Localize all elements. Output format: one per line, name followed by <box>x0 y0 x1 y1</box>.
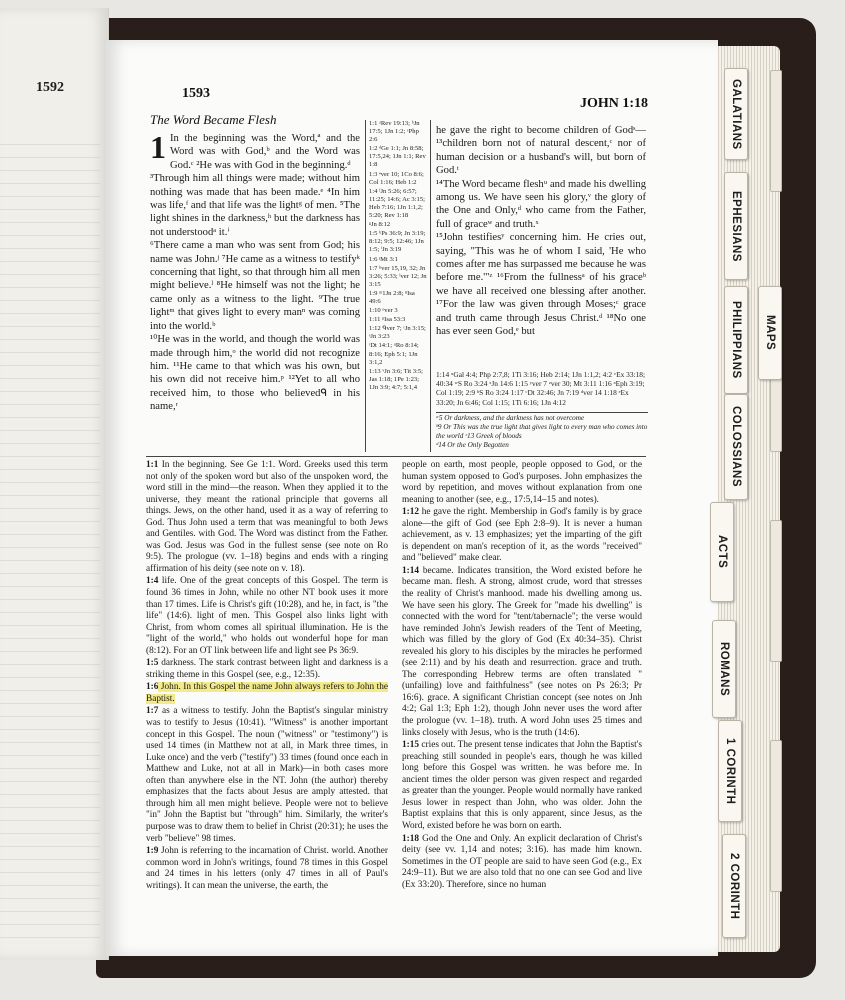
study-note <box>146 576 388 657</box>
note-text: John. In this Gospel the name John always refers to John the Baptist. <box>146 682 388 704</box>
scripture-paragraph: he gave the right to become children of Godˢ— ¹³children born not of natural descent,ᶜ nor of human decision or a husband's will, but born of God.ᵗ <box>436 125 646 177</box>
study-note <box>402 507 642 565</box>
note-reference: 1:12 <box>402 507 420 518</box>
tab-philippians[interactable] <box>724 286 748 394</box>
notes-divider <box>146 456 646 457</box>
cross-reference: 1:10 ᵒver 3 <box>369 307 398 315</box>
note-reference: 1:9 <box>146 846 159 857</box>
tab-edge <box>770 740 782 892</box>
note-text: God the One and Only. An explicit declaration of Christ's deity (see vv. 1,14 and notes; 3:16). has made him known. Sometimes in the OT people are said to have seen God (e.g., Ex 24:9–11). But we are also told that no one can see God and live (Ex 33:20). Therefore, since no human <box>402 833 642 890</box>
note-reference: 1:15 <box>402 740 420 751</box>
scripture-column-1 <box>150 132 360 452</box>
tab-colossians[interactable] <box>724 394 748 500</box>
column-rule <box>365 120 366 452</box>
cross-reference: ᵗDt 14:1; ᵘRo 8:14; 8:16; Eph 5:1; 1Jn 3:1,2 <box>369 342 419 366</box>
column-rule <box>430 120 431 452</box>
note-text: he gave the right. Membership in God's family is by grace alone—the gift of God (see Eph 2:8–9). It is never a human achievement, as v. 13 emphasizes; yet the imparting of the gift is dependent on man's reception of it, as the words "received" and "believed" make clear. <box>402 507 642 564</box>
tab-maps[interactable] <box>758 286 782 380</box>
chapter-number: 1 <box>150 132 166 165</box>
tab-edge <box>770 520 782 662</box>
note-text: cries out. The present tense indicates that John the Baptist's preaching still sounded in people's ears, though he was killed long before this Gospel was written. he was before me. In ancient times the older person was given respect and regarded as greater than the younger. People would normally have ranked Jesus lower in respect than John, who was older. John the Baptist explains that this is only apparent, since Jesus, as the Word, existed before he was born on earth. <box>402 740 642 831</box>
cross-reference: 1:6 ʲMt 3:1 <box>369 255 398 263</box>
tab-galatians[interactable] <box>724 68 748 160</box>
cross-reference: 1:13 ᵛJn 3:6; Tit 3:5; Jas 1:18; 1Pe 1:23; 1Jn 3:9; 4:7; 5:1,4 <box>369 367 423 391</box>
study-notes-column-2 <box>402 460 642 940</box>
tab-acts[interactable] <box>710 502 734 602</box>
tab-label: GALATIANS <box>730 78 742 150</box>
note-text: as a witness to testify. John the Baptist's singular ministry was to testify to Jesus (10:41). "Witness" is another important concept in this Gospel. The noun ("witness" or "testimony") is used 14 times (in Matthew not at all, in Mark three times, in Luke once) and the verb ("testify") 33 times (found once each in Matthew and Luke, not at all in Mark)—in both cases more often than anywhere else in the NT. John (the author) thereby emphasizes that the facts about Jesus are amply attested. that through him all men might believe. People were not to believe "in" John the Baptist but "through" him. Similarly, the writer's purpose was to draw them to belief in Christ (20:31); he uses the verb "believe" 98 times. <box>146 706 388 844</box>
section-title: The Word Became Flesh <box>150 112 277 127</box>
study-note <box>402 834 642 892</box>
left-page <box>0 8 109 960</box>
footnote: ᵃ5 Or darkness, and the darkness has not overcome <box>436 414 585 422</box>
cross-references-lower: 1:14 ᵘGal 4:4; Php 2:7,8; 1Ti 3:16; Heb 2:14; 1Jn 1:1,2; 4:2 ᵛEx 33:18; 40:34 ʷS Ro 3:24 ˣJn 14:6 1:15 ʸver 7 ᶻver 30; Mt 3:11 1:16 ᵃEph 3:19; Col 1:19; 2:9 ᵇS Ro 3:24 1:17 ᶜDt 32:46; Jn 7:19 ᵈver 14 1:18 ᵉEx 33:20; Jn 6:46; Col 1:15; 1Ti 6:16; 1Jn 4:12 <box>436 370 646 407</box>
tab-romans[interactable] <box>712 620 736 718</box>
cross-reference: 1:1 ᵃRev 19:13; ᵇJn 17:5; 1Jn 1:2; ᶜPhp 2:6 <box>369 120 420 144</box>
note-reference: 1:6 <box>146 682 159 693</box>
tab-label: PHILIPPIANS <box>730 301 742 379</box>
cross-reference: 1:2 ᵈGe 1:1; Jn 8:58; 17:5,24; 1Jn 1:1; Rev 1:8 <box>369 145 426 169</box>
scripture-paragraph: ¹⁵John testifiesʸ concerning him. He cries out, saying, "This was he of whom I said, 'He who comes after me has surpassed me because he was before me.'"ᶻ ¹⁶From the fullnessᵃ of his graceᵇ we have all received one blessing after another. ¹⁷For the law was given through Moses;ᶜ grace and truth came through Jesus Christ.ᵈ ¹⁸No one has ever seen God,ᵉ but <box>436 232 646 338</box>
study-note <box>146 658 388 681</box>
note-text: In the beginning. See Ge 1:1. Word. Greeks used this term not only of the spoken word but also of the unspoken word, the word still in the mind—the reason. When they applied it to the universe, they meant the rational principle that governs all things. Jews, on the other hand, used it as a way of referring to God. Thus John used a term that was meaningful to both Jews and Gentiles. with God. The Word was distinct from the Father. was God. Jesus was God in the fullest sense (see note on Ro 9:5). The prologue (vv. 1–18) begins and ends with a ringing affirmation of his deity (see note on v. 18). <box>146 460 388 574</box>
note-text: became. Indicates transition, the Word existed before he became man. flesh. A strong, almost crude, word that stresses the reality of Christ's manhood. made his dwelling among us. We have seen his glory. The Greek for "made his dwelling" is connected with the word for "tent/tabernacle"; the verse would have reminded John's Jewish readers of the Tent of Meeting, which was filled by the glory of God (Ex 40:34–35). Christ revealed his glory to his disciples by the miracles he performed (see 2:11) and by his death and resurrection. grace and truth. The corresponding Hebrew terms are often translated "(unfailing) love and faithfulness" (see notes on Ps 26:3; Pr 16:6). grace. A significant Christian concept (see notes on Jnh 4:2; Gal 1:3; Eph 1:2), though John never uses the word after the prologue (vv. 1–18). truth. A word John uses 25 times and links closely with Jesus, who is the truth (14:6). <box>402 565 642 738</box>
tab-label: COLOSSIANS <box>730 406 742 488</box>
note-text: darkness. The stark contrast between light and darkness is a striking theme in this Gospel (see, e.g., 12:35). <box>146 658 388 680</box>
tab-label: ACTS <box>716 535 728 569</box>
study-note <box>402 740 642 832</box>
cross-reference: 1:7 ᵏver 15,19, 32; Jn 3:26; 5:33; ˡver 12; Jn 3:15 <box>369 264 427 288</box>
scripture-paragraph: ¹⁴The Word became fleshᵘ and made his dwelling among us. We have seen his glory,ᵛ the glory of the One and Only,ᵈ who came from the Father, full of graceʷ and truth.ˣ <box>436 178 646 230</box>
tab-2-corinthians[interactable] <box>722 834 746 938</box>
cross-reference: 1:4 ᶠJn 5:26; 6:57; 11:25; 14:6; Ac 3:15; Heb 7:16; 1Jn 1:1,2; 5:20; Rev 1:18 <box>369 187 425 220</box>
footnote: ᵈ14 Or the Only Begotten <box>436 441 509 449</box>
study-note <box>146 846 388 892</box>
cross-reference: 1:5 ʰPs 36:9; Jn 3:19; 8:12; 9:5; 12:46; 1Jn 1:5; ⁱJn 3:19 <box>369 230 426 254</box>
page-number: 1593 <box>182 86 210 101</box>
scripture-paragraph: ³Through him all things were made; without him nothing was made that has been made.ᵉ ⁴In him was life,ᶠ and that life was the lightᵍ of men. ⁵The light shines in the darkness,ʰ but the darkness has not understoodᵃ it.ⁱ <box>150 173 360 238</box>
footnote-rule <box>436 412 648 413</box>
note-text: life. One of the great concepts of this Gospel. The term is found 36 times in John, while no other NT book uses it more than 17 times. Life is Christ's gift (10:28), and he, in fact, is "the life" (14:6). light of men. This Gospel also links light with Christ, from whom comes all spiritual illumination. He is the "light of the world," who holds out wonderful hope for man (8:12). For an OT link between life and light see Ps 36:9. <box>146 576 388 656</box>
note-text: John is referring to the incarnation of Christ. world. Another common word in John's writings, found 78 times in this Gospel and 24 times in his letters (only 47 times in all of Paul's writings). It can mean the universe, the earth, the <box>146 846 388 891</box>
scripture-paragraph: ⁶There came a man who was sent from God; his name was John.ʲ ⁷He came as a witness to testifyᵏ concerning that light, so that through him all men might believe.ˡ ⁸He himself was not the light; he came only as a witness to the light. ⁹The true lightᵐ that gives light to every manⁿ was coming into the world.ᵇ <box>150 240 360 332</box>
tab-label: 1 CORINTH <box>724 737 736 805</box>
study-note <box>146 682 388 705</box>
cross-reference: 1:3 ᵉver 10; 1Co 8:6; Col 1:16; Heb 1:2 <box>369 170 424 186</box>
note-reference: 1:18 <box>402 833 420 844</box>
tab-edge <box>770 70 782 192</box>
tab-label: EPHESIANS <box>730 190 742 262</box>
running-head: JOHN 1:18 <box>579 96 648 111</box>
note-reference: 1:14 <box>402 565 420 576</box>
right-page <box>106 40 718 956</box>
tab-label: ROMANS <box>718 641 730 697</box>
tab-label: MAPS <box>764 315 776 351</box>
cross-reference: 1:9 ᵐ1Jn 2:8; ⁿIsa 49:6 <box>369 289 415 305</box>
cross-reference: ᵍJn 8:12 <box>369 221 391 229</box>
study-notes-column-1 <box>146 460 388 940</box>
study-note <box>146 460 388 575</box>
study-note <box>402 566 642 739</box>
cross-reference: 1:12 ᑫver 7; ʳJn 3:15; ˢJn 3:23 <box>369 325 426 341</box>
study-note <box>402 460 642 506</box>
note-reference: 1:5 <box>146 658 159 669</box>
tab-1-corinthians[interactable] <box>718 720 742 822</box>
note-reference: 1:1 <box>146 460 159 470</box>
study-note <box>146 706 388 845</box>
scripture-paragraph: ¹⁰He was in the world, and though the world was made through him,ᵒ the world did not recognize him. ¹¹He came to that which was his own, but his own did not receive him.ᵖ ¹²Yet to all who received him, to those who believedᑫ in his name,ʳ <box>150 334 360 413</box>
tab-label: 2 CORINTH <box>728 852 740 920</box>
scripture-paragraph: In the beginning was the Word,ª and the Word was with God,ᵇ and the Word was God.ᶜ ²He was with God in the beginning.ᵈ <box>170 133 360 171</box>
note-reference: 1:7 <box>146 706 159 717</box>
left-page-text <box>0 138 100 938</box>
note-text: people on earth, most people, people opposed to God, or the human system opposed to God's purposes. John emphasizes the word by repetition, and moves without explanation from one meaning to another (see, e.g., 17:5,14–15 and notes). <box>402 460 642 505</box>
cross-reference: 1:11 ᵖIsa 53:3 <box>369 316 406 324</box>
left-page-number: 1592 <box>36 80 64 95</box>
tab-ephesians[interactable] <box>724 172 748 280</box>
footnotes <box>436 414 648 450</box>
note-reference: 1:4 <box>146 576 159 587</box>
cross-reference-column <box>369 120 427 450</box>
footnote: ᵇ9 Or This was the true light that gives light to every man who comes into the world ᶜ13 Greek of bloods <box>436 423 648 440</box>
